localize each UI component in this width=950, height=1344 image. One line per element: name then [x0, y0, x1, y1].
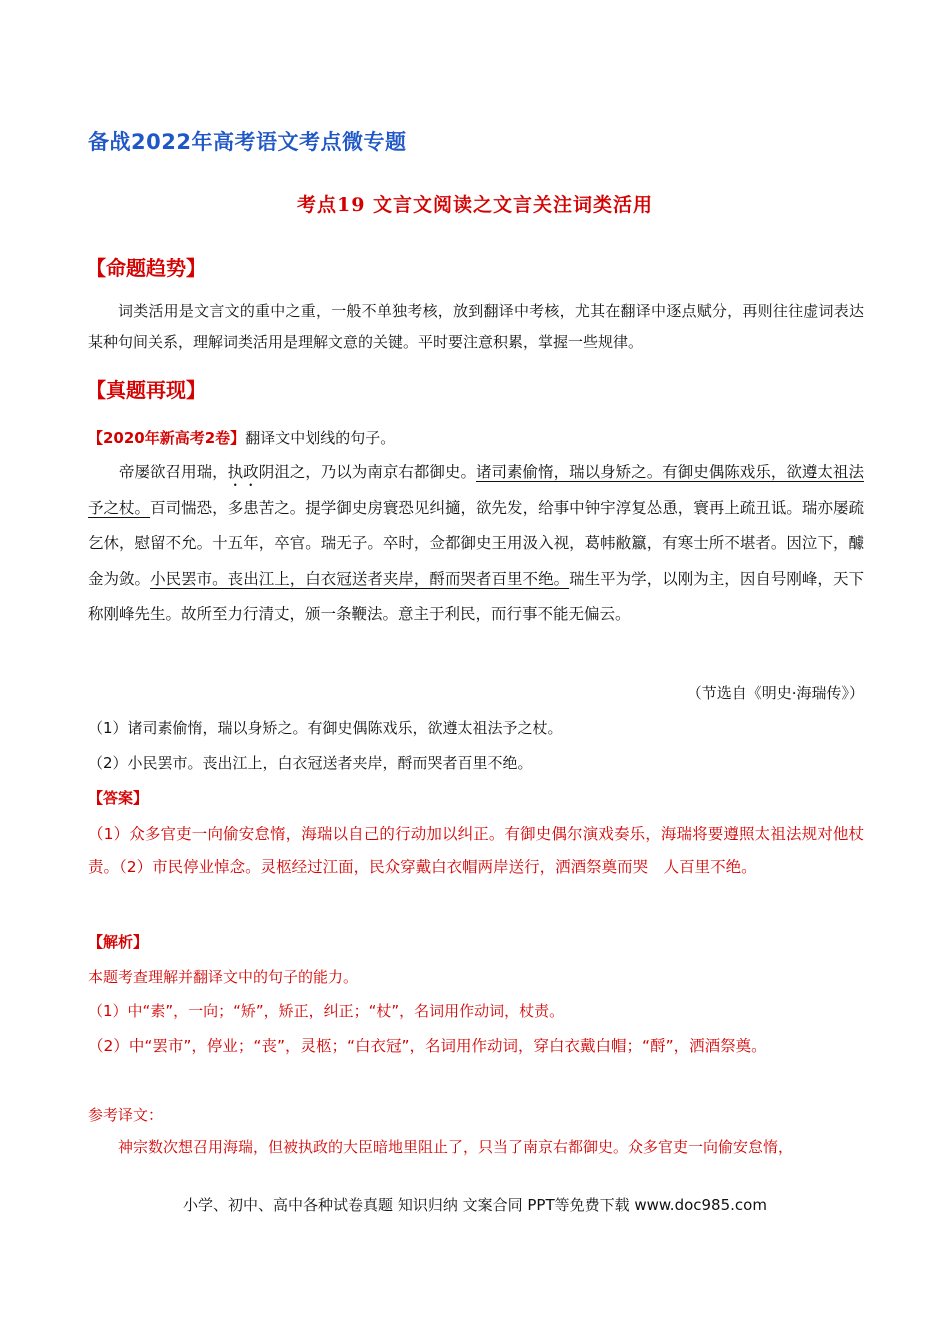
page-footer: 小学、初中、高中各种试卷真题 知识归纳 文案合同 PPT等免费下载 www.doc985.com	[183, 1196, 767, 1214]
underlined-sentence-2: 小民罢市。丧出江上，白衣冠送者夹岸，酹而哭者百里不绝。	[150, 569, 570, 588]
passage-part-4: 瑞生平为学，以刚为主，因自号刚峰，天下称刚峰先生。故所至力行清丈，颁一条鞭法。意主于利民，而行事不能无偏云。	[88, 569, 864, 623]
answer-label: 【答案】	[88, 789, 149, 807]
question-1: （1）诸司素偷惰，瑞以身矫之。有御史偶陈戏乐，欲遵太祖法予之杖。	[88, 719, 563, 737]
exam-instruction-line	[88, 427, 864, 448]
analysis-label: 【解析】	[88, 933, 149, 951]
topic-title: 考点19 文言文阅读之文言关注词类活用	[296, 194, 654, 216]
exam-instruction: 翻译文中划线的句子。	[245, 429, 396, 447]
series-title: 备战2022年高考语文考点微专题	[88, 130, 407, 154]
passage-emphasis: 执政	[227, 463, 259, 481]
passage-part-3: 百司惴恐，多患苦之。提学御史房寰恐见纠擿，欲先发，给事中钟宇淳复怂恿，寰再上疏丑诋。瑞亦屡疏乞休，慰留不允。十五年，卒官。瑞无子。卒时，佥都御史王用汲入视，葛帏敝籝，有寒士所不堪者。因泣下，醵金为敛。	[88, 498, 864, 588]
exam-tag: 【2020年新高考2卷】	[88, 429, 246, 447]
passage-part-2: 阴沮之，乃以为南京右都御史。	[258, 463, 476, 481]
reference-translation: 神宗数次想召用海瑞，但被执政的大臣暗地里阻止了，只当了南京右都御史。众多官吏一向偷安怠惰，	[118, 1138, 794, 1156]
question-2: （2）小民罢市。丧出江上，白衣冠送者夹岸，酹而哭者百里不绝。	[88, 754, 533, 772]
trend-text: 词类活用是文言文的重中之重，一般不单独考核，放到翻译中考核，尤其在翻译中逐点赋分，再则往往虚词表达某种句间关系，理解词类活用是理解文意的关键。平时要注意积累，掌握一些规律。	[88, 302, 864, 351]
trend-heading: 【命题趋势】	[86, 256, 206, 280]
answer-text: （1）众多官吏一向偷安怠惰，海瑞以自己的行动加以纠正。有御史偶尔演戏奏乐，海瑞将要遵照太祖法规对他杖责。（2）市民停业悼念。灵柩经过江面，民众穿戴白衣帽两岸送行，洒酒祭奠而哭 人百里不绝。	[88, 825, 864, 876]
passage-source: （节选自《明史·海瑞传》）	[686, 684, 864, 702]
reference-label: 参考译文：	[88, 1106, 164, 1124]
analysis-point-2: （2）中“罢市”，停业；“丧”，灵柩；“白衣冠”，名词用作动词，穿白衣戴白帽；“酹”，洒酒祭奠。	[88, 1037, 767, 1055]
analysis-point-1: （1）中“素”，一向；“矫”，矫正，纠正；“杖”，名词用作动词，杖责。	[88, 1002, 565, 1020]
passage-part-1: 帝屡欲召用瑞，	[119, 463, 228, 481]
analysis-intro: 本题考查理解并翻译文中的句子的能力。	[88, 968, 359, 986]
underlined-sentence-1: 诸司素偷惰，瑞以身矫之。有御史偶陈戏乐，欲遵太祖法予之杖。	[88, 463, 864, 517]
real-heading: 【真题再现】	[86, 378, 206, 402]
classical-passage	[88, 455, 864, 633]
